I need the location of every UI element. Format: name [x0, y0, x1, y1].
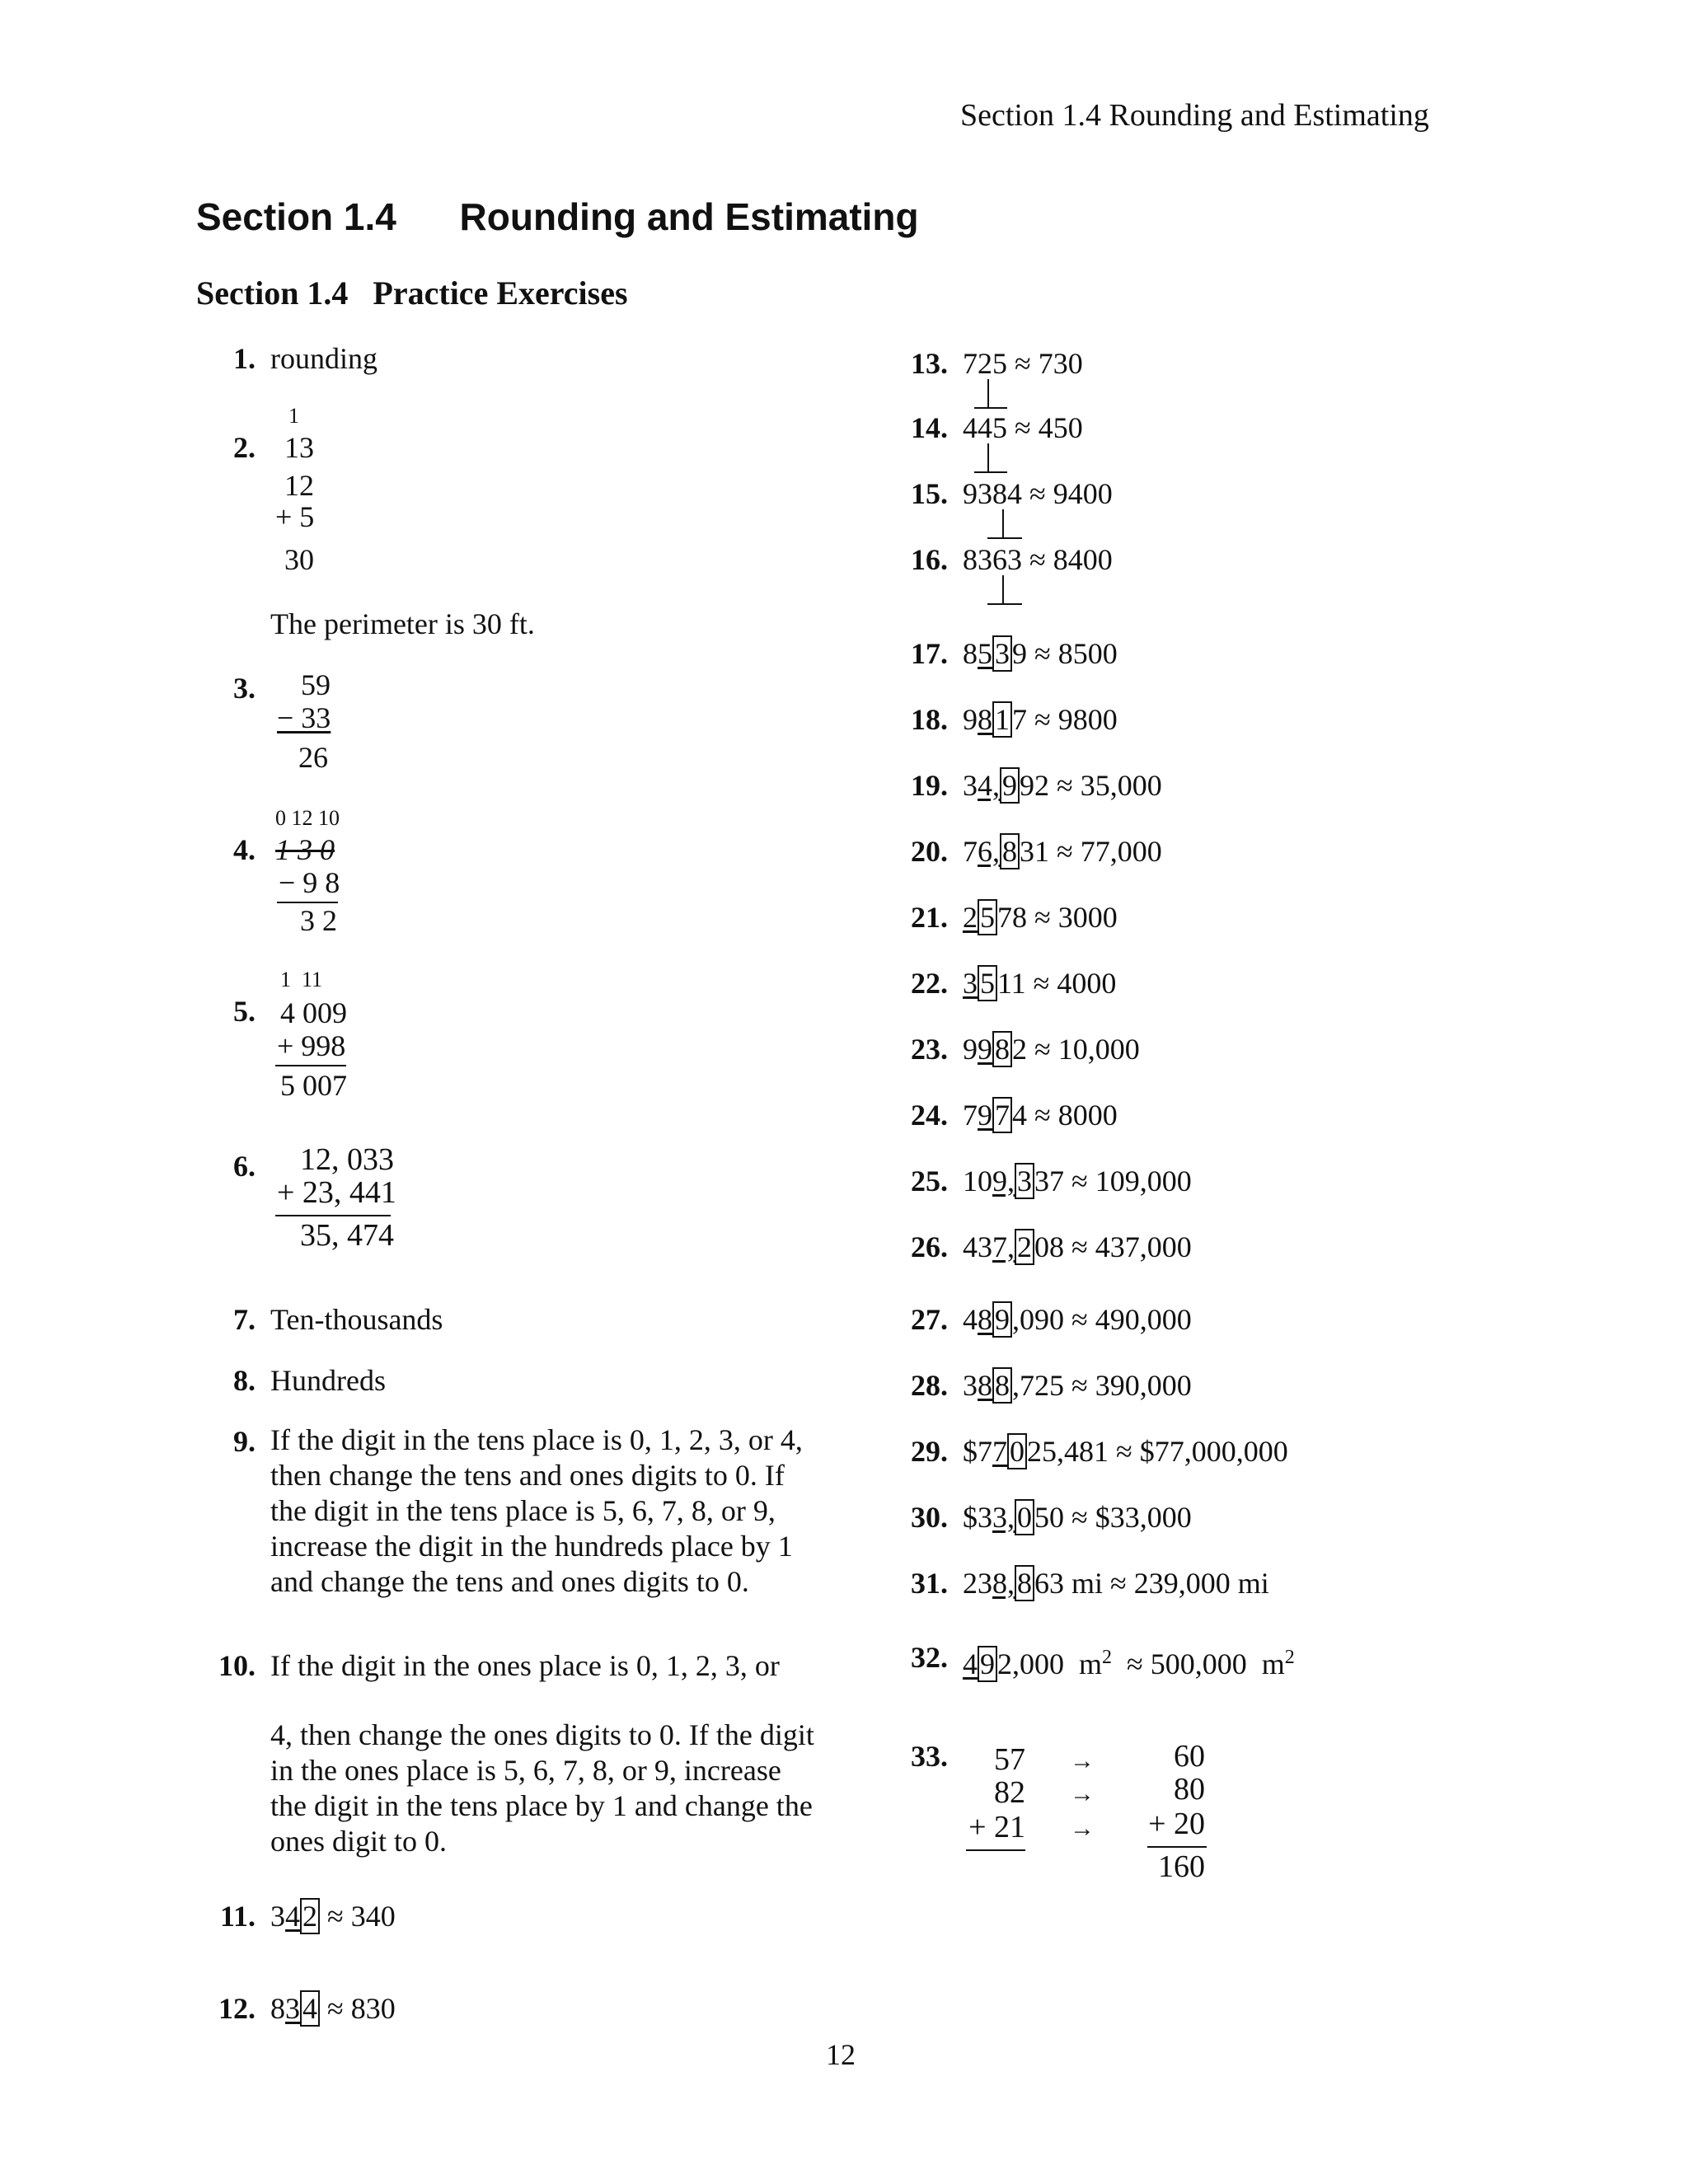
underlined-digit: 5 [978, 637, 992, 670]
original-value: + 21 [968, 1810, 1025, 1844]
digits: 7 [963, 1099, 978, 1132]
rounding-mark [987, 379, 1007, 409]
boxed-digit: 8 [992, 1367, 1012, 1404]
answer-text: Hundreds [270, 1364, 386, 1397]
answer-text: Ten-thousands [270, 1303, 443, 1336]
rounding-answer [963, 1164, 1192, 1198]
exercise-number: 25. [911, 1165, 948, 1197]
exercise-number: 11. [219, 1900, 256, 1933]
rounded-result: 4 ≈ 8000 [1012, 1099, 1118, 1132]
exercise-number: 12. [218, 1992, 256, 2025]
digits: $7 [963, 1435, 992, 1468]
page-title: Section 1.4 Rounding and Estimating [196, 195, 919, 238]
boxed-digit: 1 [992, 701, 1012, 738]
boxed-digit: 8 [1000, 833, 1020, 869]
exercise-number: 5. [233, 995, 256, 1028]
underlined-digit: 9 [978, 1099, 992, 1132]
addend: + 5 [275, 500, 315, 533]
exercise-number: 18. [911, 703, 948, 736]
rounded-result: 31 ≈ 77,000 [1020, 835, 1162, 868]
underlined-digit: 3 [285, 1992, 300, 2025]
underlined-digit: 8 [978, 703, 992, 736]
digits: 23 [963, 1567, 992, 1600]
sum-line [275, 1065, 346, 1066]
underlined-digit: 4 [963, 1647, 978, 1680]
rounding-answer [963, 1032, 1140, 1066]
arrow-icon: → [1070, 1747, 1095, 1774]
underlined-digit: 7, [992, 1230, 1015, 1263]
minuend: 59 [301, 668, 331, 701]
underlined-digit: 9 [978, 1033, 992, 1066]
rounding-answer [963, 1640, 1295, 1681]
digits: 3 [270, 1900, 285, 1933]
rounding-answer [963, 900, 1118, 935]
rounding-answer [963, 702, 1118, 737]
rounding-answer [963, 1098, 1118, 1132]
rounded-result: ,725 ≈ 390,000 [1012, 1369, 1192, 1402]
digits: $3 [963, 1501, 992, 1534]
rounded-value: + 20 [1148, 1807, 1205, 1841]
arrow-icon: → [1070, 1780, 1095, 1807]
addend: 13 [284, 431, 314, 464]
exercise-number: 27. [911, 1303, 948, 1336]
rounded-result: 63 mi ≈ 239,000 mi [1034, 1567, 1269, 1600]
boxed-digit: 3 [992, 635, 1012, 672]
rounding-answer [963, 1500, 1192, 1535]
boxed-digit: 4 [300, 1990, 320, 2027]
minuend-crossed: 1 3 0 [275, 833, 335, 866]
rounding-answer: 8363 ≈ 8400 [963, 543, 1113, 576]
exercise-number: 19. [911, 769, 948, 802]
exercise-number: 4. [233, 833, 256, 866]
rounding-answer: 725 ≈ 730 [963, 347, 1083, 380]
exercise-number: 10. [218, 1649, 256, 1682]
digits: 9 [963, 703, 978, 736]
rounding-answer [963, 1302, 1192, 1337]
exercise-number: 24. [911, 1099, 948, 1132]
underlined-digit: 8 [978, 1303, 992, 1336]
answer-paragraph: If the digit in the tens place is 0, 1, 2, 3, or 4, then change the tens and ones digits to 0. If the digit in the tens place is 5, 6, 7, 8, or 9, increase the digit in the hundreds place by 1 and change the tens and ones digits to 0. [270, 1423, 803, 1598]
rounding-answer [963, 636, 1118, 671]
exercise-number: 23. [911, 1033, 948, 1066]
boxed-digit: 0 [1007, 1433, 1027, 1469]
rounded-result: 78 ≈ 3000 [997, 901, 1118, 934]
digits: 9 [963, 1033, 978, 1066]
digits: 3 [963, 769, 978, 802]
difference: 3 2 [300, 904, 337, 937]
arrow-icon: → [1070, 1815, 1095, 1842]
addend: 12, 033 [300, 1142, 394, 1177]
sum-line [275, 1215, 391, 1216]
running-head: Section 1.4 Rounding and Estimating [960, 98, 1429, 133]
boxed-digit: 2 [300, 1898, 320, 1934]
section-subtitle: Section 1.4 Practice Exercises [196, 274, 628, 312]
rounded-result: ≈ 340 [320, 1900, 396, 1933]
rounded-result: 11 ≈ 4000 [997, 967, 1117, 1000]
rounding-mark [987, 443, 1007, 473]
rounded-value: 60 [1174, 1739, 1205, 1774]
exercise-number: 21. [911, 901, 948, 934]
rounding-answer [963, 966, 1116, 1001]
exercise-number: 7. [233, 1303, 256, 1336]
boxed-digit: 7 [992, 1097, 1012, 1133]
exercise-number: 28. [911, 1369, 948, 1402]
rounding-mark [1002, 509, 1022, 539]
exercise-number: 29. [911, 1435, 948, 1468]
rounded-result: 92 ≈ 35,000 [1020, 769, 1162, 802]
exercise-number: 8. [233, 1364, 256, 1397]
answer-text: If the digit in the ones place is 0, 1, 2, 3, or [270, 1649, 780, 1682]
rounding-mark [974, 471, 991, 473]
subtrahend: − 9 8 [279, 866, 340, 899]
rounded-result: 9 ≈ 8500 [1012, 637, 1118, 670]
boxed-digit: 0 [1015, 1499, 1034, 1535]
exercise-number: 3. [233, 672, 256, 705]
rounded-value: 80 [1174, 1772, 1205, 1807]
exercise-number: 17. [911, 637, 948, 670]
rounded-result: 08 ≈ 437,000 [1034, 1230, 1192, 1263]
rounding-answer [963, 1230, 1192, 1264]
addend: 4 009 [280, 996, 347, 1029]
exercise-number: 9. [233, 1425, 256, 1458]
exercise-number: 6. [233, 1150, 256, 1183]
answer-text: rounding [270, 342, 377, 375]
digits: 8 [963, 637, 978, 670]
rounding-mark [987, 603, 1004, 605]
rounded-result: 50 ≈ $33,000 [1034, 1501, 1192, 1534]
addend: + 998 [277, 1029, 346, 1062]
digits: 7 [963, 835, 978, 868]
rounded-result: 25,481 ≈ $77,000,000 [1027, 1435, 1288, 1468]
rounding-mark [987, 537, 1004, 539]
digits: 10 [963, 1165, 992, 1197]
underlined-digit: 3, [992, 1501, 1015, 1534]
rounding-answer [963, 834, 1162, 869]
estimated-sum: 160 [1158, 1849, 1205, 1884]
rounding-answer [270, 1991, 396, 2026]
sum: 35, 474 [300, 1218, 394, 1253]
exponent: 2 [1102, 1647, 1113, 1668]
exercise-number: 13. [911, 347, 948, 380]
digits: 4 [963, 1303, 978, 1336]
exercise-number: 26. [911, 1230, 948, 1263]
addend: 12 [284, 469, 314, 502]
subtrahend: − 33 [277, 701, 331, 734]
exercise-number: 1. [233, 342, 256, 375]
digits: 3 [963, 1369, 978, 1402]
exercise-number: 14. [911, 411, 948, 444]
answer-paragraph: 4, then change the ones digits to 0. If the digit in the ones place is 5, 6, 7, 8, or 9, increase the digit in the tens place by 1 and change the ones digit to 0. [270, 1718, 814, 1858]
rounding-answer [963, 1434, 1288, 1469]
underlined-digit: 9, [992, 1165, 1015, 1197]
boxed-digit: 9 [1000, 767, 1020, 804]
page-number: 12 [826, 2038, 856, 2071]
digits: 8 [270, 1992, 285, 2025]
underlined-digit: 6, [978, 835, 1000, 868]
exponent: 2 [1284, 1647, 1295, 1668]
boxed-digit: 9 [992, 1301, 1012, 1338]
exercise-number: 20. [911, 835, 948, 868]
exercise-number: 30. [911, 1501, 948, 1534]
borrow-digits: 0 12 10 [275, 806, 340, 830]
rounding-answer: 9384 ≈ 9400 [963, 477, 1113, 510]
rounded-result: 7 ≈ 9800 [1012, 703, 1118, 736]
exercise-number: 22. [911, 967, 948, 1000]
sum: 5 007 [280, 1069, 347, 1102]
exercise-number: 31. [911, 1567, 948, 1600]
exercise-number: 15. [911, 477, 948, 510]
underlined-digit: 3 [963, 967, 978, 1000]
rounded-value: 2,000 m [997, 1647, 1103, 1680]
boxed-digit: 2 [1015, 1229, 1034, 1265]
original-value: 82 [994, 1775, 1025, 1810]
boxed-digit: 3 [1015, 1163, 1034, 1199]
digits: 43 [963, 1230, 992, 1263]
sum-line [1147, 1846, 1207, 1848]
boxed-digit: 8 [1015, 1565, 1034, 1601]
rounding-answer [963, 1368, 1192, 1403]
rounded-result: 2 ≈ 10,000 [1012, 1033, 1140, 1066]
underlined-digit: 7 [992, 1435, 1007, 1468]
carry-digits: 1 11 [280, 968, 323, 991]
boxed-digit: 5 [978, 899, 997, 935]
boxed-digit: 9 [978, 1646, 997, 1682]
underlined-digit: 4 [285, 1900, 300, 1933]
exercise-number: 32. [911, 1641, 948, 1674]
sum-line [966, 1849, 1025, 1851]
rounded-result: 37 ≈ 109,000 [1034, 1165, 1192, 1197]
rounded-result: ,090 ≈ 490,000 [1012, 1303, 1192, 1336]
rounding-answer [963, 1566, 1269, 1601]
underlined-digit: 4, [978, 769, 1000, 802]
exercise-number: 16. [911, 543, 948, 576]
boxed-digit: 5 [978, 965, 997, 1001]
exercise-number: 2. [233, 431, 256, 464]
rounding-mark [974, 407, 991, 409]
underlined-digit: 2 [963, 901, 978, 934]
rounding-answer [963, 768, 1162, 803]
rounded-result: ≈ 830 [320, 1992, 396, 2025]
underlined-digit: 8 [978, 1369, 992, 1402]
addend: + 23, 441 [277, 1175, 396, 1210]
original-value: 57 [994, 1742, 1025, 1777]
rounded-result: ≈ 500,000 m [1112, 1647, 1285, 1680]
exercise-number: 33. [911, 1740, 948, 1773]
rounding-answer [270, 1899, 396, 1933]
carry-digit: 1 [288, 404, 299, 428]
sum: 30 [284, 543, 314, 576]
underlined-digit: 8, [992, 1567, 1015, 1600]
rounding-answer: 445 ≈ 450 [963, 411, 1083, 444]
rounding-mark [1002, 575, 1022, 605]
difference: 26 [298, 741, 328, 774]
answer-text: The perimeter is 30 ft. [270, 607, 535, 640]
boxed-digit: 8 [992, 1031, 1012, 1067]
